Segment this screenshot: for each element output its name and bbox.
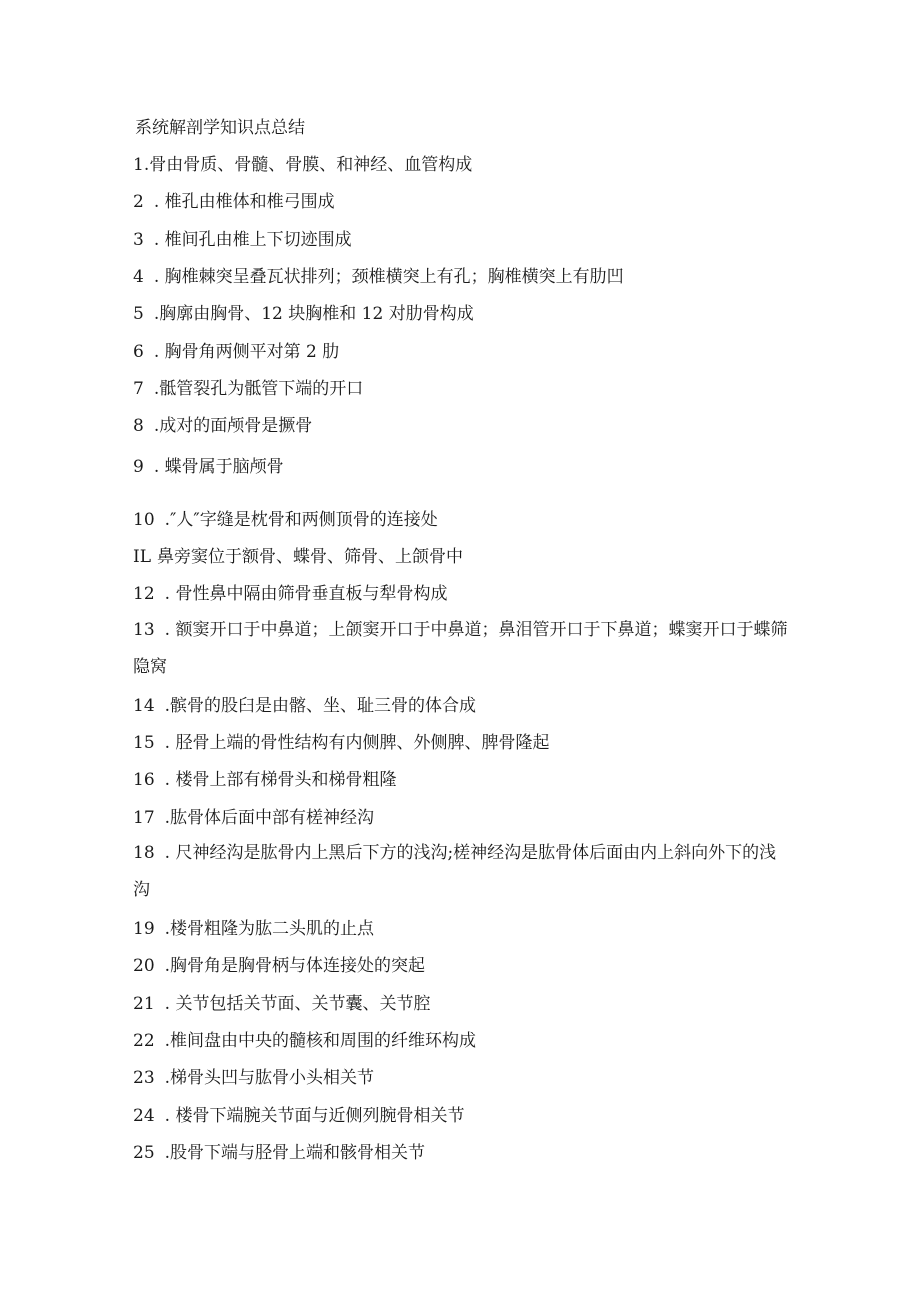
list-item: [133, 835, 793, 909]
list-item: [133, 302, 793, 326]
item-text: .楼骨粗隆为肱二头肌的止点: [164, 919, 375, 939]
list-item: [133, 1066, 793, 1090]
item-number: 24: [133, 1106, 155, 1126]
item-number: IL: [133, 547, 152, 567]
item-text: . 胫骨上端的骨性结构有内侧脾、外侧脾、脾骨隆起: [164, 733, 550, 753]
item-text: .髌骨的股臼是由髂、坐、耻三骨的体合成: [164, 696, 477, 716]
list-item: [133, 545, 793, 569]
item-number: 18: [133, 843, 155, 863]
item-number: 19: [133, 919, 155, 939]
item-text: . 额窦开口于中鼻道；上颌窦开口于中鼻道；鼻泪管开口于下鼻道；蝶窦开口于蝶筛隐窝: [133, 620, 788, 677]
item-number: 17: [133, 808, 155, 828]
item-text: 骨由骨质、骨髓、骨膜、和神经、血管构成: [149, 155, 473, 175]
item-number: 5: [133, 304, 144, 324]
item-number: 1.: [133, 155, 150, 175]
list-item: [133, 1141, 793, 1165]
item-number: 23: [133, 1068, 155, 1088]
list-item: [133, 455, 793, 479]
item-text: . 尺神经沟是肱骨内上黑后下方的浅沟;槎神经沟是肱骨体后面由内上斜向外下的浅沟: [133, 843, 777, 900]
item-text: .肱骨体后面中部有槎神经沟: [164, 808, 375, 828]
item-number: 14: [133, 696, 155, 716]
list-item: [133, 582, 793, 606]
item-text: . 楼骨上部有梯骨头和梯骨粗隆: [164, 770, 397, 790]
item-number: 21: [133, 994, 155, 1014]
list-item: [133, 768, 793, 792]
list-item: [133, 1104, 793, 1128]
item-text: 鼻旁窦位于额骨、蝶骨、筛骨、上颌骨中: [157, 547, 464, 567]
item-text: .胸骨角是胸骨柄与体连接处的突起: [164, 956, 426, 976]
item-text: . 胸椎棘突呈叠瓦状排列；颈椎横突上有孔；胸椎横突上有肋凹: [153, 267, 624, 287]
item-number: 13: [133, 620, 155, 640]
list-item: [133, 612, 793, 686]
list-item: [133, 414, 793, 438]
item-number: 25: [133, 1143, 155, 1163]
item-number: 16: [133, 770, 155, 790]
list-item: [133, 954, 793, 978]
list-item: [133, 508, 793, 532]
item-text: .骶管裂孔为骶管下端的开口: [153, 379, 364, 399]
item-text: . 楼骨下端腕关节面与近侧列腕骨相关节: [164, 1106, 465, 1126]
list-item: [133, 694, 793, 718]
item-text: .椎间盘由中央的髓核和周围的纤维环构成: [164, 1031, 477, 1051]
item-number: 15: [133, 733, 155, 753]
item-number: 22: [133, 1031, 155, 1051]
item-number: 2: [133, 192, 144, 212]
item-number: 9: [133, 457, 144, 477]
item-text: . 蝶骨属于脑颅骨: [153, 457, 284, 477]
item-text: . 胸骨角两侧平对第 2 肋: [153, 342, 340, 362]
list-item: [133, 153, 793, 177]
list-item: [133, 228, 793, 252]
item-text: .″人″字缝是枕骨和两侧顶骨的连接处: [164, 510, 438, 530]
item-number: 12: [133, 584, 155, 604]
item-text: .股骨下端与胫骨上端和骸骨相关节: [164, 1143, 426, 1163]
item-number: 3: [133, 230, 144, 250]
item-text: .成对的面颅骨是撅骨: [153, 416, 313, 436]
list-item: [133, 917, 793, 941]
item-text: . 椎孔由椎体和椎弓围成: [153, 192, 335, 212]
item-text: . 骨性鼻中隔由筛骨垂直板与犁骨构成: [164, 584, 448, 604]
item-text: .梯骨头凹与肱骨小头相关节: [164, 1068, 375, 1088]
item-number: 4: [133, 267, 144, 287]
list-item: [133, 806, 793, 830]
item-number: 20: [133, 956, 155, 976]
item-text: . 椎间孔由椎上下切迹围成: [153, 230, 352, 250]
item-number: 10: [133, 510, 155, 530]
list-item: [133, 265, 793, 289]
item-text: . 关节包括关节面、关节囊、关节腔: [164, 994, 431, 1014]
list-item: [133, 731, 793, 755]
item-number: 7: [133, 379, 144, 399]
item-number: 8: [133, 416, 144, 436]
list-item: [133, 340, 793, 364]
item-text: .胸廓由胸骨、12 块胸椎和 12 对肋骨构成: [153, 304, 474, 324]
item-number: 6: [133, 342, 144, 362]
document-title: 系统解剖学知识点总结: [135, 118, 305, 138]
list-item: [133, 190, 793, 214]
list-item: [133, 377, 793, 401]
list-item: [133, 992, 793, 1016]
list-item: [133, 1029, 793, 1053]
